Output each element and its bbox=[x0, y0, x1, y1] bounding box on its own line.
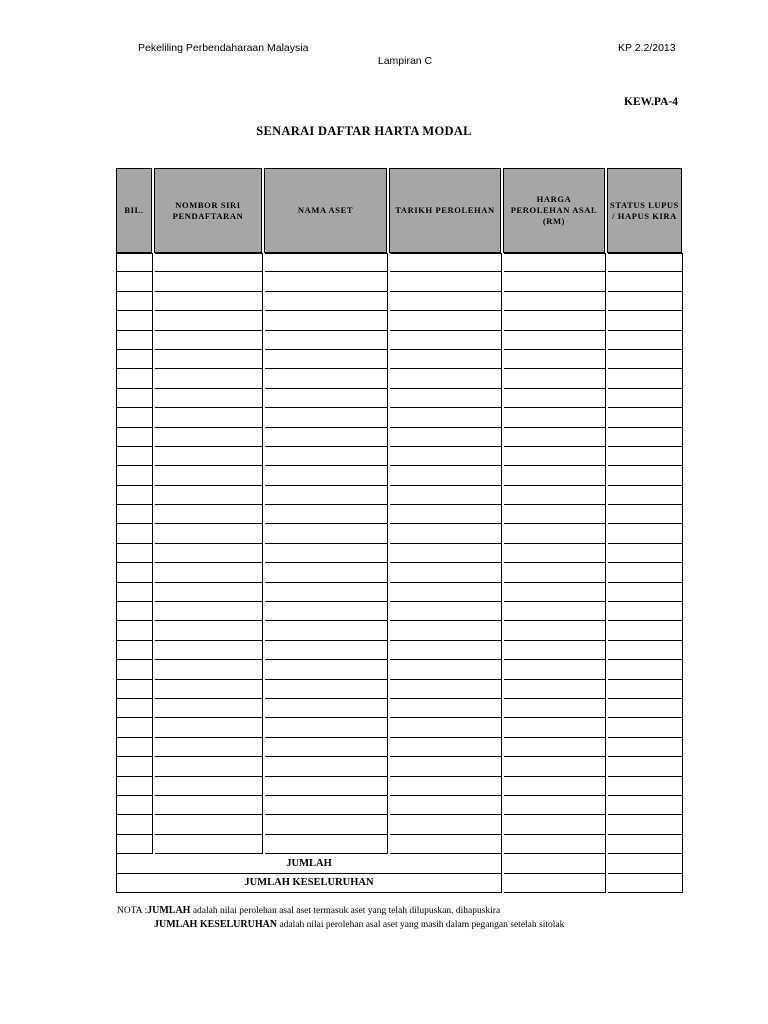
table-cell[interactable] bbox=[265, 602, 388, 621]
table-cell[interactable] bbox=[608, 389, 683, 408]
table-cell[interactable] bbox=[117, 641, 153, 660]
table-cell[interactable] bbox=[608, 621, 683, 640]
table-cell[interactable] bbox=[608, 738, 683, 757]
table-cell[interactable] bbox=[504, 505, 606, 524]
table-row bbox=[117, 699, 683, 718]
table-cell[interactable] bbox=[390, 486, 502, 505]
col-header-bil: BIL. bbox=[116, 168, 152, 253]
table-cell[interactable] bbox=[390, 796, 502, 815]
table-cell[interactable] bbox=[504, 311, 606, 330]
table-cell[interactable] bbox=[504, 369, 606, 388]
table-cell[interactable] bbox=[155, 680, 263, 699]
table-cell[interactable] bbox=[608, 583, 683, 602]
table-cell[interactable] bbox=[155, 486, 263, 505]
table-cell[interactable] bbox=[155, 389, 263, 408]
table-cell[interactable] bbox=[504, 757, 606, 776]
table-cell[interactable] bbox=[608, 757, 683, 776]
table-cell[interactable] bbox=[504, 699, 606, 718]
table-cell[interactable] bbox=[117, 466, 153, 485]
jumlah-row-status-cell[interactable] bbox=[608, 854, 683, 873]
table-cell[interactable] bbox=[155, 757, 263, 776]
table-body bbox=[116, 253, 683, 893]
jumlah-keseluruhan-row-label: JUMLAH KESELURUHAN bbox=[117, 874, 502, 893]
table-cell[interactable] bbox=[155, 331, 263, 350]
table-cell[interactable] bbox=[265, 563, 388, 582]
table-cell[interactable] bbox=[265, 777, 388, 796]
note-prefix: NOTA : bbox=[117, 906, 148, 916]
col-header-serial-number: NOMBOR SIRI PENDAFTARAN bbox=[154, 168, 262, 253]
table-cell[interactable] bbox=[265, 466, 388, 485]
table-cell[interactable] bbox=[117, 621, 153, 640]
table-cell[interactable] bbox=[390, 738, 502, 757]
table-cell[interactable] bbox=[117, 602, 153, 621]
table-cell[interactable] bbox=[117, 583, 153, 602]
table-row bbox=[117, 369, 683, 388]
table-cell[interactable] bbox=[117, 660, 153, 679]
table-cell[interactable] bbox=[117, 699, 153, 718]
header-appendix: Lampiran C bbox=[377, 55, 433, 67]
table-cell[interactable] bbox=[117, 757, 153, 776]
table-cell[interactable] bbox=[390, 466, 502, 485]
table-cell[interactable] bbox=[155, 602, 263, 621]
table-cell[interactable] bbox=[155, 447, 263, 466]
note-text-jumlah-keseluruhan: adalah nilai perolehan asal aset yang masih dalam pegangan setelah sitolak bbox=[277, 920, 565, 930]
table-cell[interactable] bbox=[390, 408, 502, 427]
table-cell[interactable] bbox=[504, 350, 606, 369]
table-cell[interactable] bbox=[504, 641, 606, 660]
table-row bbox=[117, 408, 683, 427]
table-row bbox=[117, 563, 683, 582]
table-cell[interactable] bbox=[390, 369, 502, 388]
table-cell[interactable] bbox=[155, 350, 263, 369]
table-cell[interactable] bbox=[265, 331, 388, 350]
table-cell[interactable] bbox=[504, 524, 606, 543]
table-cell[interactable] bbox=[608, 524, 683, 543]
table-cell[interactable] bbox=[608, 718, 683, 737]
table-cell[interactable] bbox=[608, 447, 683, 466]
table-cell[interactable] bbox=[117, 369, 153, 388]
table-cell[interactable] bbox=[504, 447, 606, 466]
table-cell[interactable] bbox=[608, 544, 683, 563]
table-cell[interactable] bbox=[155, 641, 263, 660]
table-row bbox=[117, 331, 683, 350]
table-row bbox=[117, 815, 683, 834]
table-row bbox=[117, 738, 683, 757]
col-header-disposal-status: STATUS LUPUS / HAPUS KIRA bbox=[607, 168, 682, 253]
table-row bbox=[117, 796, 683, 815]
table-cell[interactable] bbox=[504, 331, 606, 350]
table-cell[interactable] bbox=[117, 486, 153, 505]
asset-register-table bbox=[116, 168, 682, 889]
table-cell[interactable] bbox=[504, 292, 606, 311]
table-cell[interactable] bbox=[155, 369, 263, 388]
col-header-acquisition-date: TARIKH PEROLEHAN bbox=[389, 168, 501, 253]
table-cell[interactable] bbox=[265, 350, 388, 369]
table-cell[interactable] bbox=[390, 699, 502, 718]
table-row bbox=[117, 466, 683, 485]
table-cell[interactable] bbox=[608, 699, 683, 718]
table-cell[interactable] bbox=[117, 718, 153, 737]
table-cell[interactable] bbox=[265, 815, 388, 834]
table-cell[interactable] bbox=[608, 272, 683, 291]
table-cell[interactable] bbox=[265, 389, 388, 408]
table-cell[interactable] bbox=[265, 408, 388, 427]
table-cell[interactable] bbox=[504, 738, 606, 757]
table-cell[interactable] bbox=[608, 466, 683, 485]
table-cell[interactable] bbox=[390, 389, 502, 408]
table-cell[interactable] bbox=[155, 466, 263, 485]
table-row bbox=[117, 621, 683, 640]
table-cell[interactable] bbox=[155, 815, 263, 834]
table-cell[interactable] bbox=[608, 680, 683, 699]
table-cell[interactable] bbox=[117, 738, 153, 757]
table-cell[interactable] bbox=[504, 272, 606, 291]
table-cell[interactable] bbox=[155, 272, 263, 291]
table-row bbox=[117, 680, 683, 699]
table-cell[interactable] bbox=[608, 428, 683, 447]
table-cell[interactable] bbox=[504, 583, 606, 602]
table-row bbox=[117, 389, 683, 408]
table-cell[interactable] bbox=[265, 680, 388, 699]
table-cell[interactable] bbox=[504, 796, 606, 815]
jumlah-row bbox=[117, 854, 683, 873]
table-cell[interactable] bbox=[155, 660, 263, 679]
table-cell[interactable] bbox=[117, 563, 153, 582]
table-cell[interactable] bbox=[155, 835, 263, 854]
table-cell[interactable] bbox=[265, 272, 388, 291]
table-row bbox=[117, 428, 683, 447]
table-cell[interactable] bbox=[390, 680, 502, 699]
table-cell[interactable] bbox=[390, 815, 502, 834]
table-cell[interactable] bbox=[504, 815, 606, 834]
table-cell[interactable] bbox=[117, 505, 153, 524]
table-cell[interactable] bbox=[390, 563, 502, 582]
table-row bbox=[117, 777, 683, 796]
table-cell[interactable] bbox=[117, 408, 153, 427]
table-cell[interactable] bbox=[265, 486, 388, 505]
table-cell[interactable] bbox=[390, 524, 502, 543]
table-cell[interactable] bbox=[155, 738, 263, 757]
table-cell[interactable] bbox=[265, 369, 388, 388]
table-cell[interactable] bbox=[265, 835, 388, 854]
table-cell[interactable] bbox=[265, 583, 388, 602]
table-cell[interactable] bbox=[265, 544, 388, 563]
table-row bbox=[117, 835, 683, 854]
table-cell[interactable] bbox=[504, 253, 606, 272]
table-cell[interactable] bbox=[155, 408, 263, 427]
table-cell[interactable] bbox=[155, 583, 263, 602]
table-cell[interactable] bbox=[608, 408, 683, 427]
table-cell[interactable] bbox=[608, 796, 683, 815]
table-cell[interactable] bbox=[504, 486, 606, 505]
table-cell[interactable] bbox=[155, 563, 263, 582]
jumlah-row-label: JUMLAH bbox=[117, 854, 502, 873]
note-line-2 bbox=[117, 918, 564, 932]
table-cell[interactable] bbox=[265, 524, 388, 543]
table-cell[interactable] bbox=[390, 350, 502, 369]
table-row bbox=[117, 602, 683, 621]
table-row bbox=[117, 505, 683, 524]
table-row bbox=[117, 311, 683, 330]
table-cell[interactable] bbox=[117, 524, 153, 543]
table-cell[interactable] bbox=[608, 641, 683, 660]
table-cell[interactable] bbox=[504, 602, 606, 621]
table-cell[interactable] bbox=[390, 505, 502, 524]
form-code: KEW.PA-4 bbox=[624, 96, 678, 108]
table-cell[interactable] bbox=[265, 621, 388, 640]
table-cell[interactable] bbox=[390, 253, 502, 272]
table-cell[interactable] bbox=[504, 408, 606, 427]
table-cell[interactable] bbox=[390, 311, 502, 330]
table-cell[interactable] bbox=[265, 796, 388, 815]
table-cell[interactable] bbox=[117, 253, 153, 272]
table-row bbox=[117, 583, 683, 602]
table-cell[interactable] bbox=[504, 389, 606, 408]
table-cell[interactable] bbox=[504, 621, 606, 640]
table-cell[interactable] bbox=[608, 331, 683, 350]
table-cell[interactable] bbox=[504, 428, 606, 447]
table-cell[interactable] bbox=[504, 718, 606, 737]
table-cell[interactable] bbox=[117, 350, 153, 369]
table-cell[interactable] bbox=[265, 757, 388, 776]
table-cell[interactable] bbox=[265, 699, 388, 718]
table-cell[interactable] bbox=[390, 641, 502, 660]
table-cell[interactable] bbox=[390, 660, 502, 679]
table-row bbox=[117, 486, 683, 505]
table-cell[interactable] bbox=[390, 777, 502, 796]
table-row bbox=[117, 718, 683, 737]
jumlah-keseluruhan-row bbox=[117, 874, 683, 893]
table-cell[interactable] bbox=[390, 835, 502, 854]
table-cell[interactable] bbox=[155, 796, 263, 815]
jumlah-keseluruhan-row-status-cell[interactable] bbox=[608, 874, 683, 893]
table-cell[interactable] bbox=[265, 253, 388, 272]
table-cell[interactable] bbox=[117, 796, 153, 815]
jumlah-row-price-cell[interactable] bbox=[504, 854, 606, 873]
table-cell[interactable] bbox=[117, 544, 153, 563]
table-cell[interactable] bbox=[608, 311, 683, 330]
table-cell[interactable] bbox=[117, 389, 153, 408]
table-cell[interactable] bbox=[155, 524, 263, 543]
table-cell[interactable] bbox=[155, 718, 263, 737]
table-cell[interactable] bbox=[265, 311, 388, 330]
table-cell[interactable] bbox=[117, 428, 153, 447]
header-circular-name: Pekeliling Perbendaharaan Malaysia bbox=[138, 42, 309, 54]
table-cell[interactable] bbox=[265, 505, 388, 524]
table-row bbox=[117, 524, 683, 543]
table-cell[interactable] bbox=[504, 777, 606, 796]
table-cell[interactable] bbox=[155, 777, 263, 796]
table-cell[interactable] bbox=[608, 253, 683, 272]
table-cell[interactable] bbox=[265, 428, 388, 447]
table-cell[interactable] bbox=[504, 466, 606, 485]
table-cell[interactable] bbox=[608, 292, 683, 311]
table-cell[interactable] bbox=[390, 447, 502, 466]
table-cell[interactable] bbox=[265, 718, 388, 737]
table-cell[interactable] bbox=[608, 777, 683, 796]
note-text-jumlah: adalah nilai perolehan asal aset termasuk aset yang telah dilupuskan, dihapuskira bbox=[190, 906, 501, 916]
table-cell[interactable] bbox=[608, 835, 683, 854]
table-cell[interactable] bbox=[117, 680, 153, 699]
table-cell[interactable] bbox=[390, 757, 502, 776]
jumlah-keseluruhan-row-price-cell[interactable] bbox=[504, 874, 606, 893]
table-cell[interactable] bbox=[390, 718, 502, 737]
table-cell[interactable] bbox=[608, 486, 683, 505]
table-row bbox=[117, 272, 683, 291]
table-cell[interactable] bbox=[608, 350, 683, 369]
table-row bbox=[117, 544, 683, 563]
table-row bbox=[117, 292, 683, 311]
table-cell[interactable] bbox=[390, 292, 502, 311]
note-term-jumlah: JUMLAH bbox=[147, 905, 191, 916]
table-row bbox=[117, 253, 683, 272]
table-cell[interactable] bbox=[155, 699, 263, 718]
table-cell[interactable] bbox=[117, 311, 153, 330]
table-row bbox=[117, 447, 683, 466]
table-cell[interactable] bbox=[390, 331, 502, 350]
table-cell[interactable] bbox=[608, 563, 683, 582]
table-cell[interactable] bbox=[504, 544, 606, 563]
table-cell[interactable] bbox=[155, 621, 263, 640]
table-cell[interactable] bbox=[608, 815, 683, 834]
table-cell[interactable] bbox=[608, 369, 683, 388]
table-cell[interactable] bbox=[265, 660, 388, 679]
table-cell[interactable] bbox=[155, 505, 263, 524]
note-term-jumlah-keseluruhan: JUMLAH KESELURUHAN bbox=[154, 919, 278, 930]
table-row bbox=[117, 660, 683, 679]
table-cell[interactable] bbox=[608, 660, 683, 679]
table-cell[interactable] bbox=[504, 680, 606, 699]
table-cell[interactable] bbox=[390, 621, 502, 640]
table-cell[interactable] bbox=[155, 311, 263, 330]
table-cell[interactable] bbox=[117, 447, 153, 466]
table-cell[interactable] bbox=[504, 563, 606, 582]
table-row bbox=[117, 757, 683, 776]
table-cell[interactable] bbox=[504, 835, 606, 854]
table-row bbox=[117, 641, 683, 660]
table-cell[interactable] bbox=[155, 544, 263, 563]
table-cell[interactable] bbox=[608, 505, 683, 524]
table-cell[interactable] bbox=[117, 815, 153, 834]
table-cell[interactable] bbox=[155, 428, 263, 447]
table-cell[interactable] bbox=[155, 292, 263, 311]
table-cell[interactable] bbox=[117, 835, 153, 854]
table-cell[interactable] bbox=[265, 641, 388, 660]
table-cell[interactable] bbox=[265, 292, 388, 311]
table-cell[interactable] bbox=[608, 602, 683, 621]
document-title: SENARAI DAFTAR HARTA MODAL bbox=[256, 124, 472, 138]
table-cell[interactable] bbox=[117, 292, 153, 311]
table-cell[interactable] bbox=[390, 602, 502, 621]
table-header-row bbox=[116, 168, 682, 253]
table-cell[interactable] bbox=[155, 253, 263, 272]
table-cell[interactable] bbox=[117, 331, 153, 350]
table-cell[interactable] bbox=[390, 583, 502, 602]
table-cell[interactable] bbox=[117, 272, 153, 291]
col-header-asset-name: NAMA ASET bbox=[264, 168, 387, 253]
col-header-original-price: HARGA PEROLEHAN ASAL (RM) bbox=[503, 168, 605, 253]
table-cell[interactable] bbox=[390, 272, 502, 291]
table-cell[interactable] bbox=[117, 777, 153, 796]
table-cell[interactable] bbox=[265, 738, 388, 757]
table-cell[interactable] bbox=[390, 428, 502, 447]
table-cell[interactable] bbox=[390, 544, 502, 563]
note-line-1 bbox=[117, 904, 564, 918]
table-cell[interactable] bbox=[504, 660, 606, 679]
header-reference-number: KP 2.2/2013 bbox=[618, 42, 676, 54]
note-section bbox=[117, 904, 564, 932]
table-row bbox=[117, 350, 683, 369]
table-cell[interactable] bbox=[265, 447, 388, 466]
